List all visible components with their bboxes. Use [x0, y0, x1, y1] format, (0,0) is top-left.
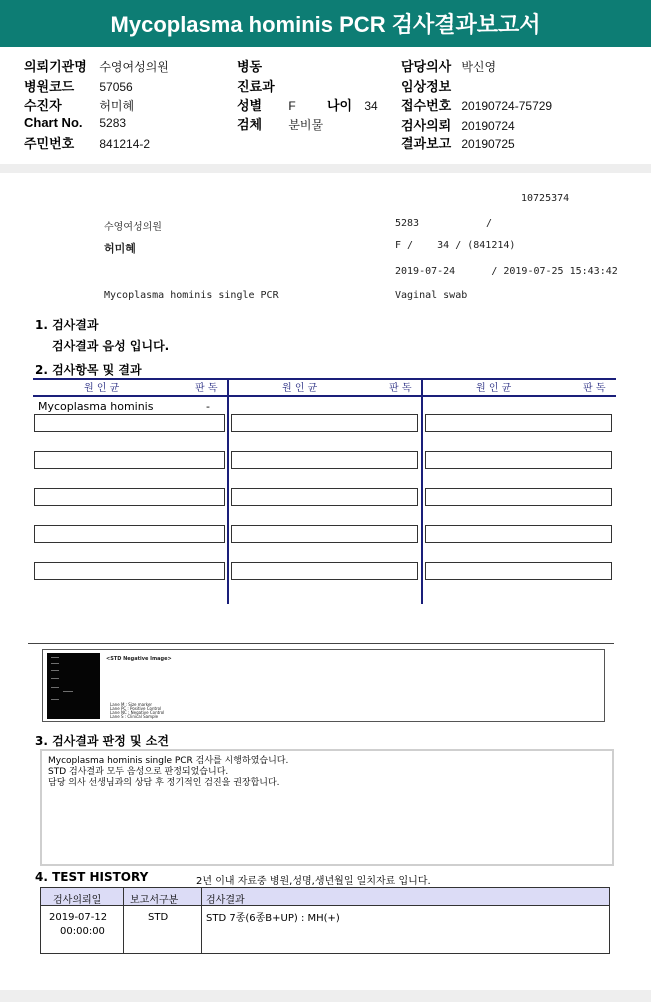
section3-title: 3. 검사결과 판정 및 소견 [35, 734, 169, 748]
result-cell [425, 525, 612, 543]
gel-legend-nc: Lane NC : Negative Control [110, 710, 165, 715]
result-judgement: - [206, 400, 210, 413]
header-separator [0, 164, 651, 173]
summary-patient: 허미혜 [104, 242, 136, 255]
org-label: 의뢰기관명 [24, 59, 87, 74]
section1-title: 1. 검사결과 [35, 318, 99, 332]
patient-label: 수진자 [24, 98, 62, 113]
result-cell [34, 451, 225, 469]
gel-band [51, 678, 59, 679]
opinion-box [40, 749, 614, 866]
gel-band [51, 663, 59, 664]
result-pathogen-name: Mycoplasma hominis [38, 400, 154, 413]
ward-label: 병동 [237, 59, 263, 74]
gel-divider [28, 643, 614, 644]
opinion-line: STD 검사결과 모두 음성으로 판정되었습니다. [48, 767, 229, 777]
org-value: 수영여성의원 [99, 60, 169, 74]
receipt-value: 20190724-75729 [461, 99, 553, 113]
result-cell [231, 525, 418, 543]
summary-sex-age: F / 34 / (841214) [395, 240, 516, 251]
doctor-row [401, 56, 496, 75]
receipt-label: 접수번호 [401, 98, 452, 113]
report-title: Mycoplasma hominis PCR 검사결과보고서 [0, 0, 651, 47]
result-cell [231, 562, 418, 580]
summary-test-name: Mycoplasma hominis single PCR [104, 290, 279, 301]
patient-row [24, 95, 134, 114]
result-cell [425, 562, 612, 580]
summary-dates: 2019-07-24 / 2019-07-25 15:43:42 [395, 266, 618, 277]
section2-title: 2. 검사항목 및 결과 [35, 363, 142, 377]
result-cell [34, 414, 225, 432]
opinion-line: 담당 의사 선생님과의 상담 후 정기적인 검진을 권장합니다. [48, 778, 280, 788]
result-cell [425, 488, 612, 506]
id-label: 주민번호 [24, 136, 75, 151]
report-number: 10725374 [521, 193, 570, 204]
clinical-label: 임상정보 [401, 79, 452, 94]
result-cell [34, 525, 225, 543]
history-head-result: 검사결과 [206, 895, 245, 906]
gel-band [51, 657, 59, 658]
org-row [24, 56, 169, 75]
col-judgement-2: 판 독 [389, 383, 412, 394]
request-label: 검사의뢰 [401, 118, 452, 133]
history-head-date: 검사의뢰일 [53, 895, 102, 906]
grid-head-line [33, 395, 616, 397]
col-judgement-1: 판 독 [195, 383, 218, 394]
gel-band [51, 687, 59, 688]
history-result: STD 7종(6종B+UP) : MH(+) [206, 913, 340, 924]
result-cell [231, 414, 418, 432]
gel-band [63, 691, 73, 692]
history-table [40, 887, 610, 954]
report-row [401, 133, 515, 152]
summary-specimen: Vaginal swab [395, 290, 468, 301]
dept-label: 진료과 [237, 79, 275, 94]
code-value: 57056 [99, 80, 133, 94]
result-cell [34, 562, 225, 580]
col-pathogen-2: 원 인 균 [282, 383, 318, 394]
doctor-value: 박신영 [461, 60, 497, 74]
summary-hospital: 수영여성의원 [104, 222, 162, 233]
history-type: STD [148, 912, 169, 923]
patient-value: 허미혜 [99, 99, 135, 113]
result-cell [425, 451, 612, 469]
result-cell [231, 488, 418, 506]
gel-band [51, 699, 59, 700]
result-cell [34, 488, 225, 506]
id-row [24, 133, 150, 152]
clinical-row [401, 76, 451, 95]
specimen-row [237, 114, 323, 133]
chart-row [24, 115, 126, 130]
grid-divider-1 [227, 378, 229, 604]
history-note: 2년 이내 자료중 병원,성명,생년월일 일치자료 입니다. [196, 876, 431, 887]
result-cell [425, 414, 612, 432]
age-value: 34 [364, 99, 378, 113]
gel-legend-pc: Lane PC : Positive Control [110, 706, 162, 711]
section4-title: 4. TEST HISTORY [35, 870, 149, 884]
history-time: 00:00:00 [60, 926, 105, 937]
col-pathogen-3: 원 인 균 [476, 383, 512, 394]
request-value: 20190724 [461, 119, 515, 133]
history-date: 2019-07-12 [49, 912, 108, 923]
request-row [401, 115, 515, 134]
chart-label: Chart No. [24, 115, 83, 130]
gel-caption: <STD Negative Image> [106, 656, 172, 662]
sex-value: F [288, 99, 296, 113]
footer-band [0, 990, 651, 1002]
col-judgement-3: 판 독 [583, 383, 606, 394]
section1-result: 검사결과 음성 입니다. [52, 339, 170, 353]
ward-row [237, 56, 262, 75]
summary-chart: 5283 [395, 218, 420, 229]
age-row [327, 95, 378, 114]
code-row [24, 76, 133, 95]
opinion-line: Mycoplasma hominis single PCR 검사를 시행하였습니다. [48, 756, 289, 766]
report-label: 결과보고 [401, 136, 452, 151]
specimen-value: 분비물 [288, 118, 324, 132]
report-value: 20190725 [461, 137, 515, 151]
doctor-label: 담당의사 [401, 59, 452, 74]
id-value: 841214-2 [99, 137, 151, 151]
gel-band [51, 670, 59, 671]
result-cell [231, 451, 418, 469]
gel-legend-s: Lane S : Clinical Sample [110, 714, 159, 719]
dept-row [237, 76, 275, 95]
col-pathogen-1: 원 인 균 [84, 383, 120, 394]
grid-divider-2 [421, 378, 423, 604]
chart-value: 5283 [99, 116, 127, 130]
summary-slash: / [486, 218, 493, 229]
specimen-label: 검체 [237, 117, 263, 132]
sex-label: 성별 [237, 98, 263, 113]
gel-electrophoresis-image [47, 653, 100, 719]
grid-top-line [33, 378, 616, 380]
age-label: 나이 [327, 98, 353, 113]
sex-row [237, 95, 296, 114]
code-label: 병원코드 [24, 79, 75, 94]
receipt-row [401, 95, 552, 114]
history-head-type: 보고서구분 [130, 895, 179, 906]
gel-legend-m: Lane M : Size marker [110, 702, 153, 707]
